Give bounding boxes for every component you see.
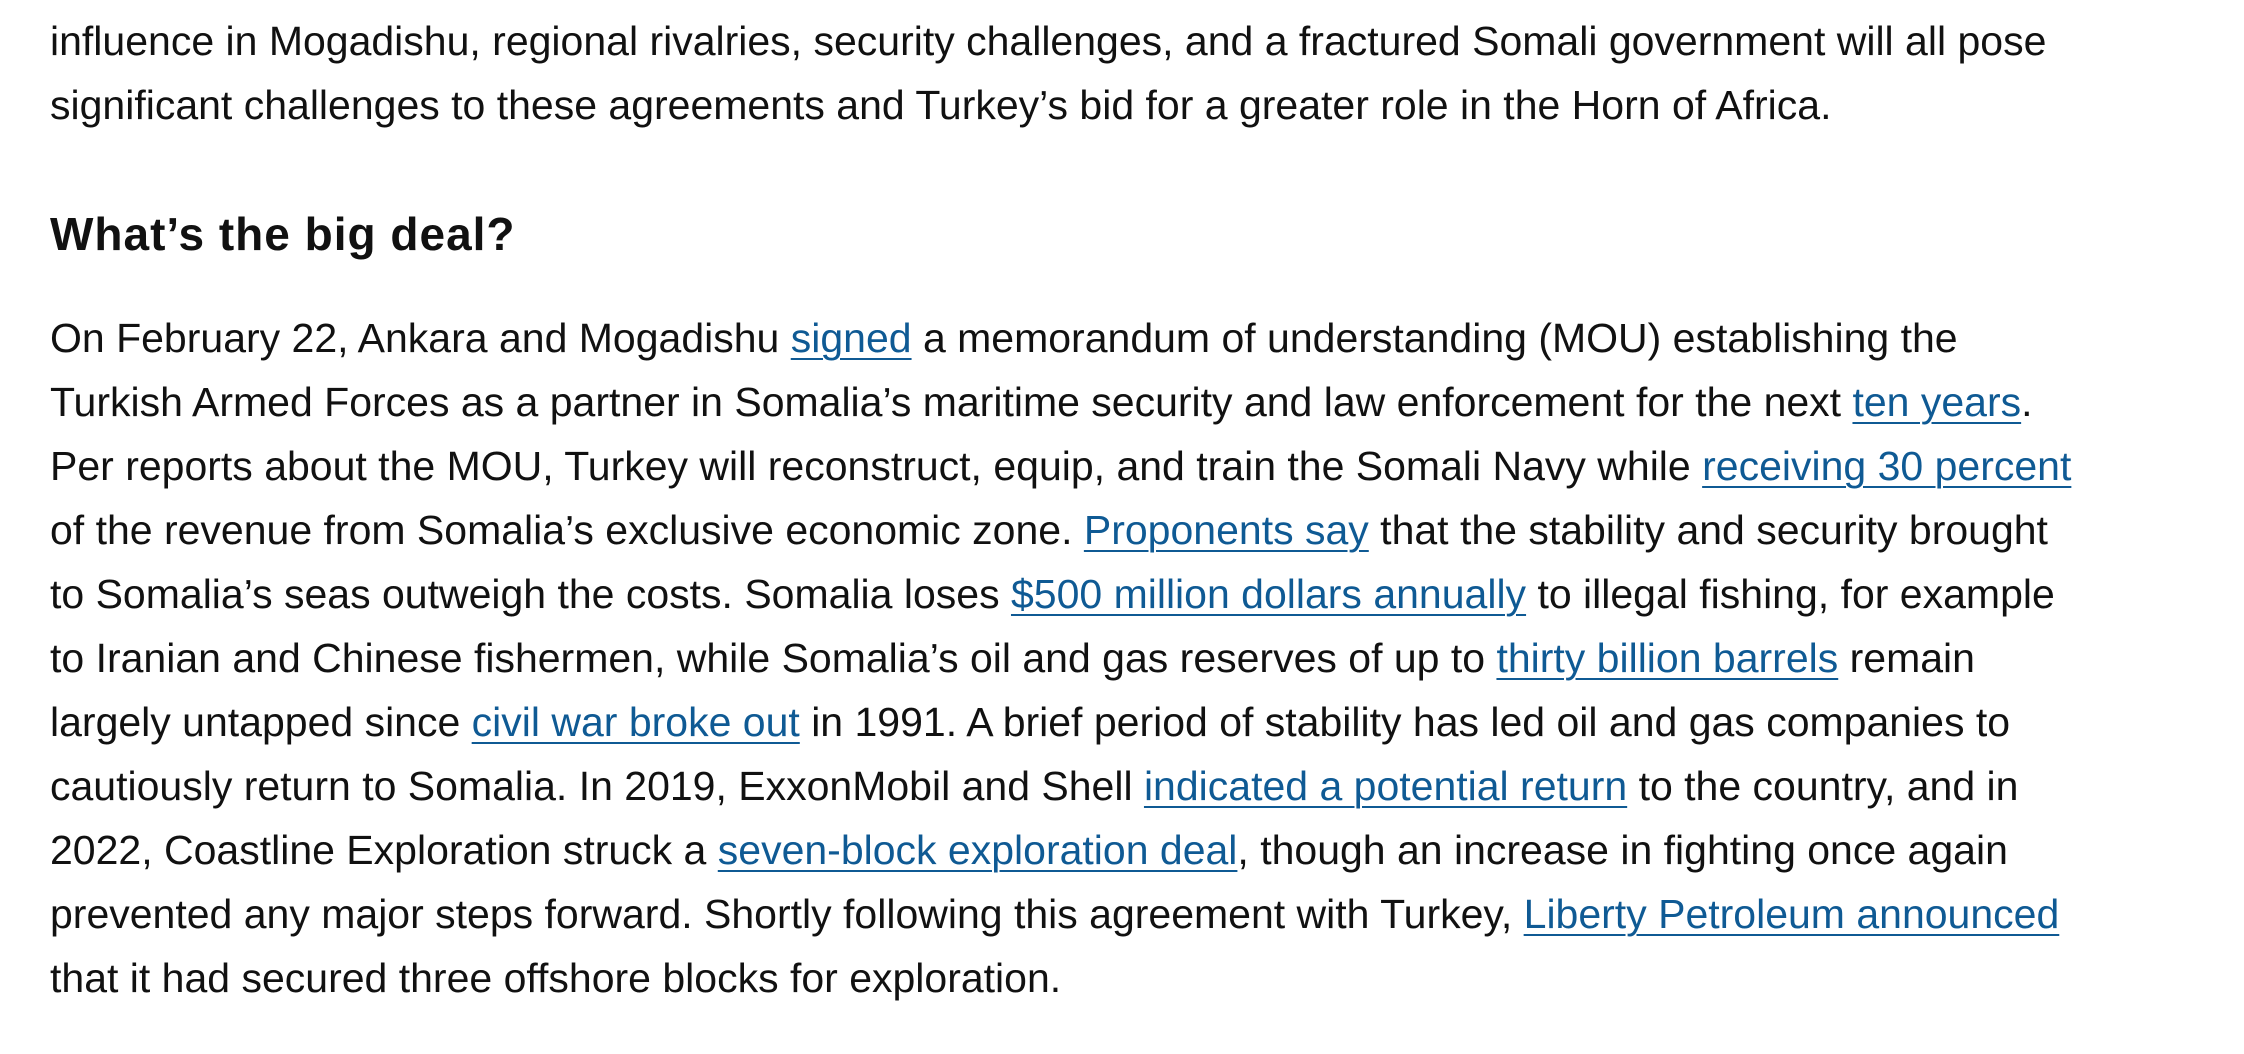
text-segment: Turkish Armed Forces as a partner in Somalia’s maritime security and law enforcement for the next [50,379,1853,425]
link-indicated-potential-return[interactable]: indicated a potential return [1143,763,1628,809]
link-proponents-say[interactable]: Proponents say [1083,507,1369,553]
paragraph-line-6 [50,626,2210,690]
text-segment: , though an increase in fighting once again [1237,827,2008,873]
main-paragraph [50,305,2210,1010]
link-receiving-30-percent[interactable]: receiving 30 percent [1702,443,2072,489]
text-segment: . [2021,379,2033,425]
text-segment: that it had secured three offshore blocks for exploration. [50,955,1062,1001]
link-signed[interactable]: signed [790,315,912,361]
text-segment: Per reports about the MOU, Turkey will reconstruct, equip, and train the Somali Navy while [50,443,1703,489]
paragraph-line-8 [50,754,2210,818]
paragraph-line-11 [50,946,2210,1010]
link-liberty-petroleum-announced[interactable]: Liberty Petroleum announced [1523,891,2060,937]
intro-paragraph [50,0,2210,137]
paragraph-line-3 [50,434,2210,498]
text-segment: 2022, Coastline Exploration struck a [50,827,718,873]
text-segment: that the stability and security brought [1368,507,2048,553]
text-segment: prevented any major steps forward. Shortly following this agreement with Turkey, [50,891,1524,937]
text-segment: a memorandum of understanding (MOU) establishing the [911,315,1958,361]
text-segment: On February 22, Ankara and Mogadishu [50,315,791,361]
link-500-million-annually[interactable]: $500 million dollars annually [1010,571,1527,617]
link-thirty-billion-barrels[interactable]: thirty billion barrels [1496,635,1839,681]
link-seven-block-exploration-deal[interactable]: seven-block exploration deal [717,827,1238,873]
intro-line-2: significant challenges to these agreements and Turkey’s bid for a greater role in the Horn of Africa. [50,82,1832,128]
text-segment: to Somalia’s seas outweigh the costs. Somalia loses [50,571,1011,617]
text-segment: to Iranian and Chinese fishermen, while Somalia’s oil and gas reserves of up to [50,635,1497,681]
text-segment: to illegal fishing, for example [1526,571,2055,617]
text-segment: largely untapped since [50,699,472,745]
paragraph-line-10 [50,882,2210,946]
paragraph-line-5 [50,562,2210,626]
text-segment: in 1991. A brief period of stability has led oil and gas companies to [799,699,2011,745]
section-heading: What’s the big deal? [50,208,516,260]
text-segment: of the revenue from Somalia’s exclusive economic zone. [50,507,1084,553]
paragraph-line-4 [50,498,2210,562]
link-ten-years[interactable]: ten years [1852,379,2022,425]
paragraph-line-9 [50,818,2210,882]
paragraph-line-1 [50,306,2210,370]
paragraph-line-7 [50,690,2210,754]
text-segment: to the country, and in [1627,763,2019,809]
intro-line-1: influence in Mogadishu, regional rivalries, security challenges, and a fractured Somali government will all pose [50,18,2047,64]
text-segment: cautiously return to Somalia. In 2019, ExxonMobil and Shell [50,763,1144,809]
text-segment: remain [1838,635,1975,681]
link-civil-war-broke-out[interactable]: civil war broke out [471,699,800,745]
paragraph-line-2 [50,370,2210,434]
